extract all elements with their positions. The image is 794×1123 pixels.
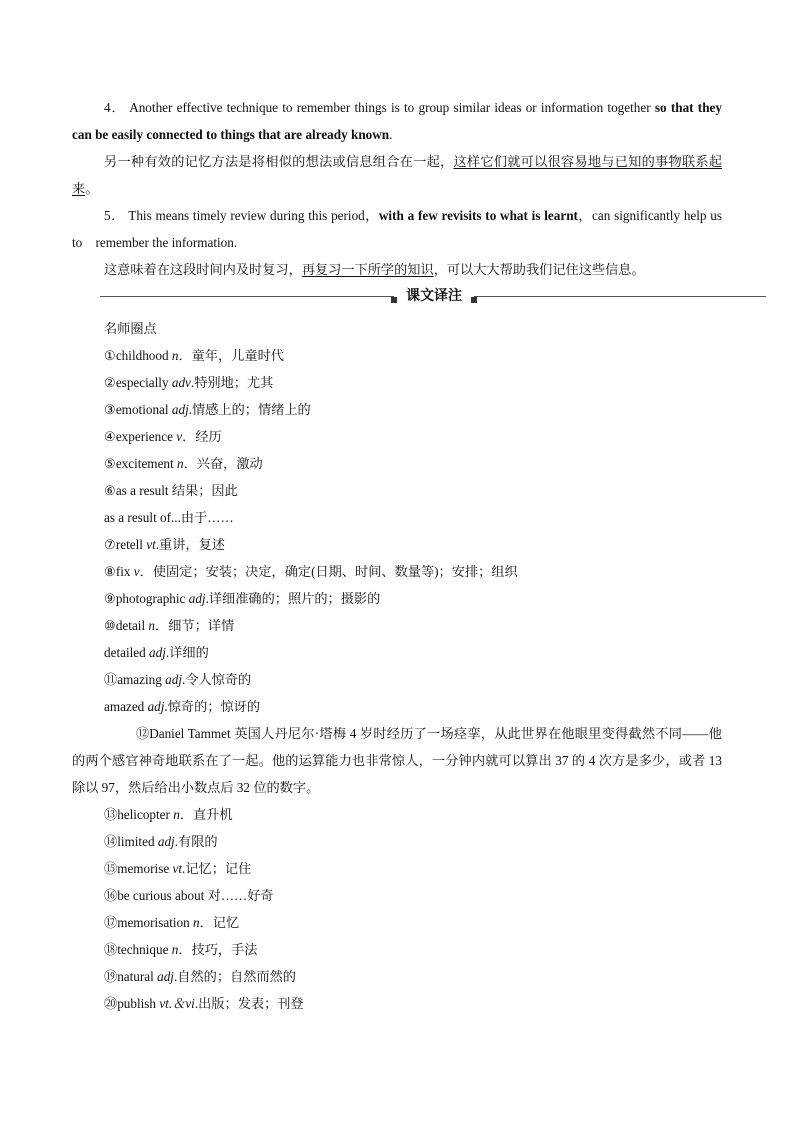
note-word: helicopter — [117, 807, 174, 822]
vocab-note — [72, 855, 722, 882]
note-word: memorise — [117, 861, 173, 876]
note-number: ⑨ — [104, 591, 116, 606]
note-word: amazed — [104, 699, 148, 714]
note-definition: 由于…… — [180, 510, 234, 525]
note-definition: .记忆；记住 — [182, 861, 252, 876]
note-number: ⑮ — [104, 861, 118, 876]
note-definition: ．记忆 — [199, 915, 240, 930]
item-number: 4． — [104, 100, 126, 115]
vocab-note — [72, 693, 722, 720]
note-definition: ．童年，儿童时代 — [178, 348, 284, 363]
note-number: ⑱ — [104, 942, 118, 957]
note-number: ③ — [104, 402, 116, 417]
note-number: ② — [104, 375, 116, 390]
notes-title: 名师圈点 — [104, 321, 157, 336]
note-definition: .惊奇的；惊讶的 — [164, 699, 261, 714]
note-number: ⑰ — [104, 915, 118, 930]
note-pos: n — [173, 807, 180, 822]
vocab-note — [72, 639, 722, 666]
note-pos: adv — [171, 375, 191, 390]
vocab-note — [72, 450, 722, 477]
note-pos: n — [171, 348, 179, 363]
note-word: as a result — [115, 483, 172, 498]
vocab-notes-list-2 — [72, 801, 722, 1017]
note-definition: ．经历 — [182, 429, 222, 444]
note-number: ⑤ — [104, 456, 116, 471]
note-definition: .自然的；自然而然的 — [173, 969, 296, 984]
note-definition: .出版；发表；刊登 — [194, 996, 304, 1011]
vocab-note — [72, 666, 722, 693]
underlined-translation: 再复习一下所学的知识 — [301, 262, 434, 277]
note-definition: ．细节；详情 — [155, 618, 235, 633]
note-word: natural — [117, 969, 158, 984]
note-definition: .详细准确的；照片的；摄影的 — [205, 591, 381, 606]
vocab-note — [72, 990, 722, 1017]
vocab-note — [72, 558, 722, 585]
note-word: excitement — [115, 456, 177, 471]
note-number: ⑯ — [104, 888, 118, 903]
note-pos: adj — [165, 672, 183, 687]
note-word: technique — [117, 942, 172, 957]
note-word: experience — [115, 429, 177, 444]
note-pos: adj — [157, 969, 174, 984]
vocab-note — [72, 882, 722, 909]
note-word: limited — [117, 834, 158, 849]
note-word: especially — [115, 375, 172, 390]
note-number: ⑬ — [104, 807, 118, 822]
note-pos: adj — [171, 402, 189, 417]
note-word: memorisation — [117, 915, 194, 930]
paragraph-4-english: 4． Another effective technique to remember things is to group similar ideas or information together so that they can be easily connected to things that are already known. — [72, 100, 722, 142]
section-header — [100, 285, 722, 311]
note-word: publish — [117, 996, 160, 1011]
note-definition: 结果；因此 — [171, 483, 238, 498]
note-pos: v — [176, 429, 183, 444]
note-pos: n — [148, 618, 156, 633]
note-definition: ．直升机 — [179, 807, 233, 822]
note-definition: ．技巧，手法 — [178, 942, 258, 957]
note-word: photographic — [115, 591, 189, 606]
vocab-note — [72, 477, 722, 504]
underlined-translation: 这样它们就可以很容易地与已知的事物联系起来 — [72, 154, 723, 196]
note-number: ⑦ — [104, 537, 116, 552]
note-12: ⑫Daniel Tammet 英国人丹尼尔·塔梅 4 岁时经历了一场痉挛，从此世界在他眼里变得截然不同——他的两个感官神奇地联系在了一起。他的运算能力也非常惊人，一分钟内就可以算出 37 的 4 次方是多少，或者 13 除以 97，然后给出小数点后 32 位的数字。 — [72, 720, 722, 801]
note-pos: vt.＆vi — [159, 996, 195, 1011]
note-number: ⑲ — [104, 969, 118, 984]
note-pos: vt — [146, 537, 156, 552]
vocab-note — [72, 504, 722, 531]
vocab-note — [72, 828, 722, 855]
key-phrase: so that they can be easily connected to things that are already known — [72, 100, 722, 142]
document-body — [72, 94, 722, 1017]
note-pos: adj — [147, 699, 165, 714]
vocab-note — [72, 936, 722, 963]
vocab-note — [72, 909, 722, 936]
key-phrase: with a few revisits to what is learnt — [378, 208, 578, 223]
note-pos: adj — [149, 645, 166, 660]
vocab-notes-list — [72, 342, 722, 720]
paragraph-5-chinese: 这意味着在这段时间内及时复习，再复习一下所学的知识，可以大大帮助我们记住这些信息。 — [104, 262, 645, 277]
note-pos: n — [193, 915, 200, 930]
note-word: detail — [115, 618, 149, 633]
note-number: ⑭ — [104, 834, 118, 849]
vocab-note — [72, 801, 722, 828]
note-pos: adj — [157, 834, 175, 849]
note-definition: .情感上的；情绪上的 — [188, 402, 311, 417]
note-number: ⑪ — [104, 672, 118, 687]
note-number: ⑥ — [104, 483, 116, 498]
paragraph-4-chinese: 另一种有效的记忆方法是将相似的想法或信息组合在一起，这样它们就可以很容易地与已知的事物联系起来。 — [72, 154, 723, 196]
note-number: ⑳ — [104, 996, 118, 1011]
note-definition: ．使固定；安装；决定，确定(日期、时间、数量等)；安排；组织 — [139, 564, 518, 579]
note-word: amazing — [117, 672, 166, 687]
vocab-note — [72, 585, 722, 612]
section-title: 课文译注 — [394, 285, 474, 307]
vocab-note — [72, 963, 722, 990]
note-definition: .特别地；尤其 — [190, 375, 274, 390]
note-pos: n — [176, 456, 184, 471]
vocab-note — [72, 396, 722, 423]
note-number: ① — [104, 348, 116, 363]
vocab-note — [72, 612, 722, 639]
note-pos: vt — [172, 861, 183, 876]
note-number: ⑫ — [136, 726, 150, 741]
vocab-note — [72, 423, 722, 450]
note-word: retell — [115, 537, 147, 552]
note-definition: .令人惊奇的 — [182, 672, 252, 687]
vocab-note — [72, 531, 722, 558]
note-definition: .详细的 — [165, 645, 209, 660]
note-pos: adj — [188, 591, 206, 606]
note-word: as a result of... — [104, 510, 181, 525]
note-definition: .重讲，复述 — [155, 537, 225, 552]
note-number: ⑩ — [104, 618, 116, 633]
note-definition: .有限的 — [174, 834, 218, 849]
vocab-note — [72, 342, 722, 369]
note-number: ⑧ — [104, 564, 116, 579]
note-pos: n — [171, 942, 179, 957]
vocab-note — [72, 369, 722, 396]
note-word: detailed — [104, 645, 150, 660]
paragraph-5-english: 5． This means timely review during this period，with a few revisits to what is learnt，can significantly help us to remember the information. — [72, 208, 723, 250]
note-definition: ．兴奋，激动 — [183, 456, 263, 471]
item-number: 5． — [104, 208, 125, 223]
note-word: be curious about — [117, 888, 208, 903]
note-word: fix — [115, 564, 134, 579]
note-word: childhood — [115, 348, 172, 363]
note-pos: v — [133, 564, 140, 579]
note-word: emotional — [115, 402, 172, 417]
note-definition: 对……好奇 — [207, 888, 274, 903]
note-number: ④ — [104, 429, 116, 444]
